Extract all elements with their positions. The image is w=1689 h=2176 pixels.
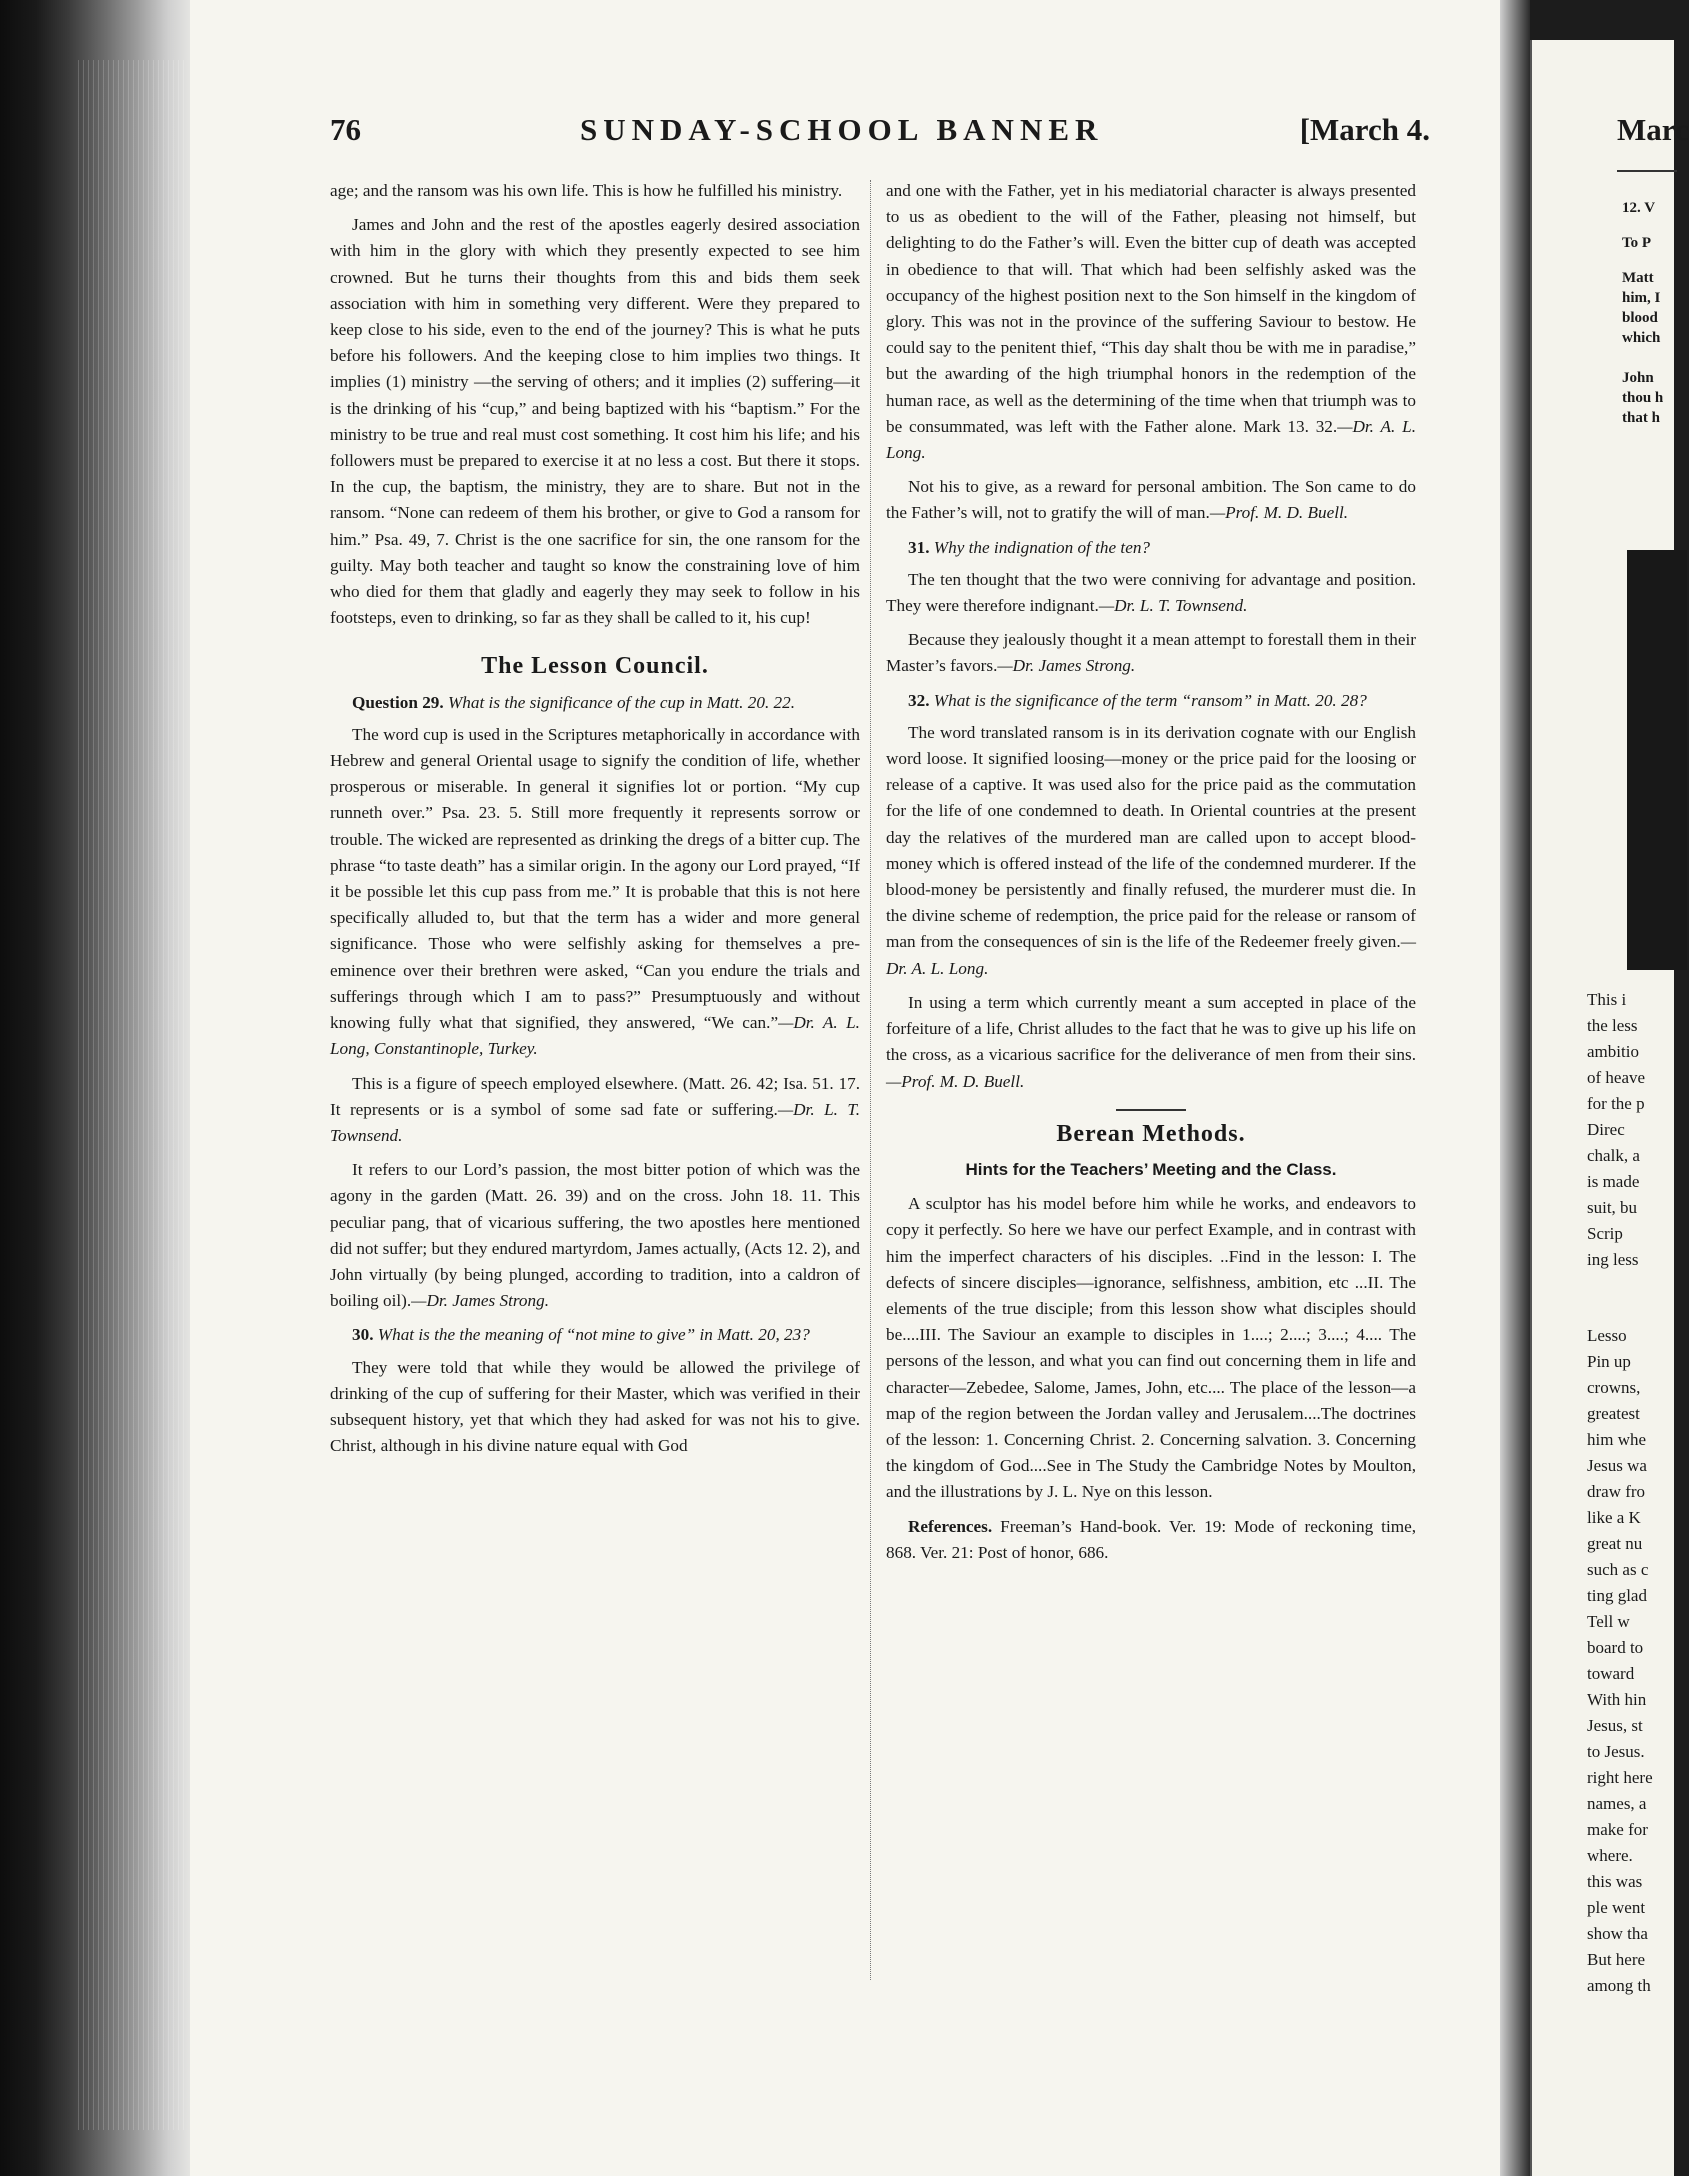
question-text: Why the indignation of the ten? [933, 537, 1151, 557]
facing-page-line: suit, bu [1587, 1198, 1638, 1217]
facing-page-line: where. [1587, 1846, 1633, 1865]
facing-page-line: chalk, a [1587, 1146, 1640, 1165]
facing-page-line: is made [1587, 1172, 1640, 1191]
question-text: What is the significance of the term “ransom” in Matt. 20. 28? [933, 690, 1367, 710]
facing-page-rule [1617, 170, 1677, 172]
facing-page-line: the less [1587, 1016, 1638, 1035]
column-divider [870, 180, 872, 1980]
facing-page-line: board to [1587, 1638, 1644, 1657]
answer-text: In using a term which currently meant a sum accepted in place of the forfeiture of a life, Christ alludes to the fact that he was to give up his life on the cross, as a vicarious sacrifice for the deliverance of men from their sins. [886, 992, 1416, 1065]
facing-page-line: which [1622, 330, 1661, 346]
page-number: 76 [330, 112, 361, 147]
facing-page-line: like a K [1587, 1508, 1641, 1527]
facing-page-line: To P [1622, 235, 1652, 251]
facing-page-line: Direc [1587, 1120, 1625, 1139]
answer-text: This is a figure of speech employed elsewhere. (Matt. 26. 42; Isa. 51. 17. It represents or is a symbol of some sad fate or suffering. [330, 1073, 860, 1119]
facing-page-line: among th [1587, 1976, 1651, 1995]
paragraph: James and John and the rest of the apostles eagerly desired association with him in the glory with which they presently expected to see him crowned. But he turns their thoughts from this and bids them seek association with him in something very different. Were they prepared to keep close to his side, even to the end of the journey? This is what he puts before his followers. And the keeping close to him implies two things. It implies (1) ministry —the serving of others; and it implies (2) suffering—it is the drinking of his “cup,” and being baptized with his “baptism.” For the ministry to be true and real must cost something. It cost him his life; and his followers must be prepared to exercise it at no less a cost. But there it stops. In the cup, the baptism, the ministry, they are to share. But not in the ransom. “None can redeem of them his brother, or give to God a ransom for him.” Psa. 49, 7. Christ is the one sacrifice for sin, the one ransom for the guilty. May both teacher and taught so know the constraining love of him who died for them that gladly and eagerly they may seek to follow in his footsteps, even to drinking, so far as they shall be called to it, his cup! [330, 215, 860, 628]
facing-page-line: Scrip [1587, 1224, 1623, 1243]
facing-page-line: great nu [1587, 1534, 1643, 1553]
facing-page-line: show tha [1587, 1924, 1648, 1943]
question [330, 690, 860, 716]
answer-text: Not his to give, as a reward for personal ambition. The Son came to do the Father’s will, not to gratify the will of man. [886, 477, 1416, 523]
answer [886, 720, 1416, 982]
answer [330, 1071, 860, 1150]
facing-page-line: draw fro [1587, 1482, 1646, 1501]
facing-page-line: Lesso [1587, 1326, 1627, 1345]
book-spine [0, 0, 200, 2176]
issue-date: [March 4. [1299, 112, 1430, 147]
facing-page-line: With hin [1587, 1690, 1647, 1709]
facing-page-line: greatest [1587, 1404, 1640, 1423]
answer-text: The word cup is used in the Scriptures metaphorically in accordance with Hebrew and general Oriental usage to signify the condition of life, whether prosperous or miserable. In general it signifies lot or portion. “My cup runneth over.” Psa. 23. 5. Still more frequently it represents sorrow or trouble. The wicked are represented as drinking the dregs of a bitter cup. The phrase “to taste death” has a similar origin. In the agony our Lord prayed, “If it be possible let this cup pass from me.” It is probable that this is not here specifically alluded to, but that the term has a wider and more general significance. Those who were selfishly asking for themselves a pre-eminence over their brethren were asked, “Can you endure the trials and sufferings through which I am to pass?” Presumptuously and without knowing fully what that signified, they answered, “We can.” [330, 724, 860, 1033]
answer-text: The word translated ransom is in its derivation cognate with our English word loose. It signified loosing—money or the price paid for the loosing or release of a captive. It was used also for the price paid as the commutation for the life of one condemned to death. In Oriental countries at the present day the relatives of the murdered man are called upon to accept blood-money which is offered instead of the life of the condemned murderer. If the blood-money be persistently and finally refused, the murderer must die. In the divine scheme of redemption, the price paid for the release or ransom of man from the consequences of sin is the life of the Redeemer freely given. [886, 722, 1416, 952]
references-text: Freeman’s Hand-book. Ver. 19: Mode of reckoning time, 868. Ver. 21: Post of honor, 686. [886, 1516, 1417, 1562]
facing-page-line: Jesus wa [1587, 1456, 1647, 1475]
question-label: 32. [908, 690, 930, 710]
question [886, 535, 1416, 561]
section-rule [1116, 1109, 1186, 1111]
answer-author: —Dr. A. L. Long. [886, 932, 1416, 978]
facing-page-line: But here [1587, 1950, 1646, 1969]
column-left [330, 178, 860, 1467]
question [886, 688, 1416, 714]
facing-page-line: right here [1587, 1768, 1653, 1787]
facing-page-line: ple went [1587, 1898, 1646, 1917]
page-edges [78, 60, 188, 2130]
answer: They were told that while they would be allowed the privilege of drinking of the cup of suffering for their Master, which was verified in their subsequent history, yet that which they had asked for was not his to give. Christ, although in his divine nature equal with God [330, 1357, 860, 1456]
answer [330, 722, 860, 1063]
facing-page-line: crowns, [1587, 1378, 1641, 1397]
answer-text: Because they jealously thought it a mean attempt to forestall them in their Master’s favors. [886, 630, 1416, 676]
answer-author: —Prof. M. D. Buell. [1209, 503, 1349, 523]
facing-page-line: Matt [1622, 270, 1654, 286]
answer-author: —Dr. A. L. Long. [886, 416, 1416, 463]
facing-page [1530, 40, 1689, 2176]
references-label: References. [908, 1516, 993, 1536]
facing-page-line: Pin up [1587, 1352, 1631, 1371]
question [330, 1322, 860, 1348]
answer-author: —Dr. L. T. Townsend. [1098, 596, 1248, 616]
facing-page-header: Marc [1617, 112, 1689, 147]
facing-page-line: blood [1622, 310, 1658, 326]
answer-author: —Dr. A. L. Long, Constantinople, Turkey. [330, 1013, 860, 1059]
section-heading: Berean Methods. [1056, 1120, 1246, 1147]
answer-author: —Dr. James Strong. [997, 656, 1136, 676]
answer [330, 1157, 860, 1314]
facing-page-line: Tell w [1587, 1612, 1630, 1631]
facing-page-line: make for [1587, 1820, 1648, 1839]
facing-page-line: names, a [1587, 1794, 1647, 1813]
facing-page-line: This i [1587, 990, 1627, 1009]
answer-text: The ten thought that the two were conniving for advantage and position. They were therefore indignant. [886, 569, 1416, 616]
page-gutter [1500, 0, 1530, 2176]
question-label: Question 29. [352, 692, 444, 712]
section-subheading: Hints for the Teachers’ Meeting and the Class. [965, 1159, 1337, 1179]
facing-page-line: 12. V [1622, 200, 1656, 216]
answer [886, 474, 1416, 526]
facing-page-line: John [1622, 370, 1654, 386]
facing-page-line: him, I [1622, 290, 1661, 306]
facing-page-line: this was [1587, 1872, 1643, 1891]
question-text: What is the the meaning of “not mine to give” in Matt. 20, 23? [377, 1325, 810, 1345]
facing-page-line: such as c [1587, 1560, 1649, 1579]
answer-text: It refers to our Lord’s passion, the most bitter potion of which was the agony in the garden (Matt. 26. 39) and on the cross. John 18. 11. This peculiar pang, that of vicarious suffering, the two apostles here mentioned did not suffer; but they endured martyrdom, James actually, (Acts 12. 2), and John virtually (by being plunged, according to tradition, into a caldron of boiling oil). [330, 1160, 860, 1311]
facing-page-line: him whe [1587, 1430, 1647, 1449]
page-header [330, 112, 1430, 156]
facing-page-line: ambitio [1587, 1042, 1639, 1061]
paragraph: age; and the ransom was his own life. This is how he fulfilled his ministry. [330, 181, 843, 200]
question-text: What is the significance of the cup in Matt. 20. 22. [447, 692, 796, 712]
facing-page-line: to Jesus. [1587, 1742, 1645, 1761]
answer [886, 990, 1416, 1095]
magazine-title: SUNDAY-SCHOOL BANNER [580, 112, 1104, 147]
paragraph: A sculptor has his model before him while he works, and endeavors to copy it perfectly. So here we have our perfect Example, and in contrast with him the imperfect characters of his disciples. ..Find in the lesson: I. The defects of sincere disciples—ignorance, selfishness, ambition, etc ...II. The elements of the true disciple; from this lesson show what disciples should be....III. The Saviour an example to disciples in 1....; 2....; 3....; 4.... The persons of the lesson, and what you can find out concerning them in life and character—Zebedee, Salome, James, John, etc.... The place of the lesson—a map of the region between the Jordan valley and Jerusalem....The doctrines of the lesson: 1. Concerning Christ. 2. Concerning salvation. 3. Concerning the kingdom of God....See in The Study the Cambridge Notes by Moulton, and the illustrations by J. L. Nye on this lesson. [886, 1194, 1416, 1502]
section-heading: The Lesson Council. [481, 653, 709, 680]
answer [886, 627, 1416, 679]
answer [886, 178, 1416, 466]
facing-page-line: ing less [1587, 1250, 1639, 1269]
question-label: 31. [908, 537, 930, 557]
references [886, 1514, 1416, 1566]
answer-author: —Prof. M. D. Buell. [886, 1071, 1025, 1091]
facing-page-line: ting glad [1587, 1586, 1647, 1605]
answer-text: and one with the Father, yet in his mediatorial character is always presented to us as obedient to the will of the Father, pleasing not himself, but delighting to do the Father’s will. Even the bitter cup of death was accepted in obedience to that will. That which had been selfishly asked was the occupancy of the highest position next to the Son himself in the kingdom of glory. This was not in the province of the suffering Saviour to bestow. He could say to the penitent thief, “This day shalt thou be with me in paradise,” but the awarding of the high triumphal honors in the redemption of the human race, as well as the determining of the time when that triumph was to be consummated, was left with the Father alone. Mark 13. 32. [886, 181, 1416, 436]
facing-page-illustration [1627, 550, 1687, 970]
answer [886, 567, 1416, 619]
answer-author: —Dr. L. T. Townsend. [330, 1099, 860, 1145]
facing-page-line: toward [1587, 1664, 1635, 1683]
facing-page-line: Jesus, st [1587, 1716, 1643, 1735]
answer-author: —Dr. James Strong. [411, 1291, 549, 1311]
column-right [886, 178, 1416, 1574]
question-label: 30. [352, 1325, 374, 1345]
facing-page-line: thou h [1622, 390, 1664, 406]
facing-page-line: for the p [1587, 1094, 1645, 1113]
facing-page-line: of heave [1587, 1068, 1646, 1087]
facing-page-line: that h [1622, 410, 1660, 426]
